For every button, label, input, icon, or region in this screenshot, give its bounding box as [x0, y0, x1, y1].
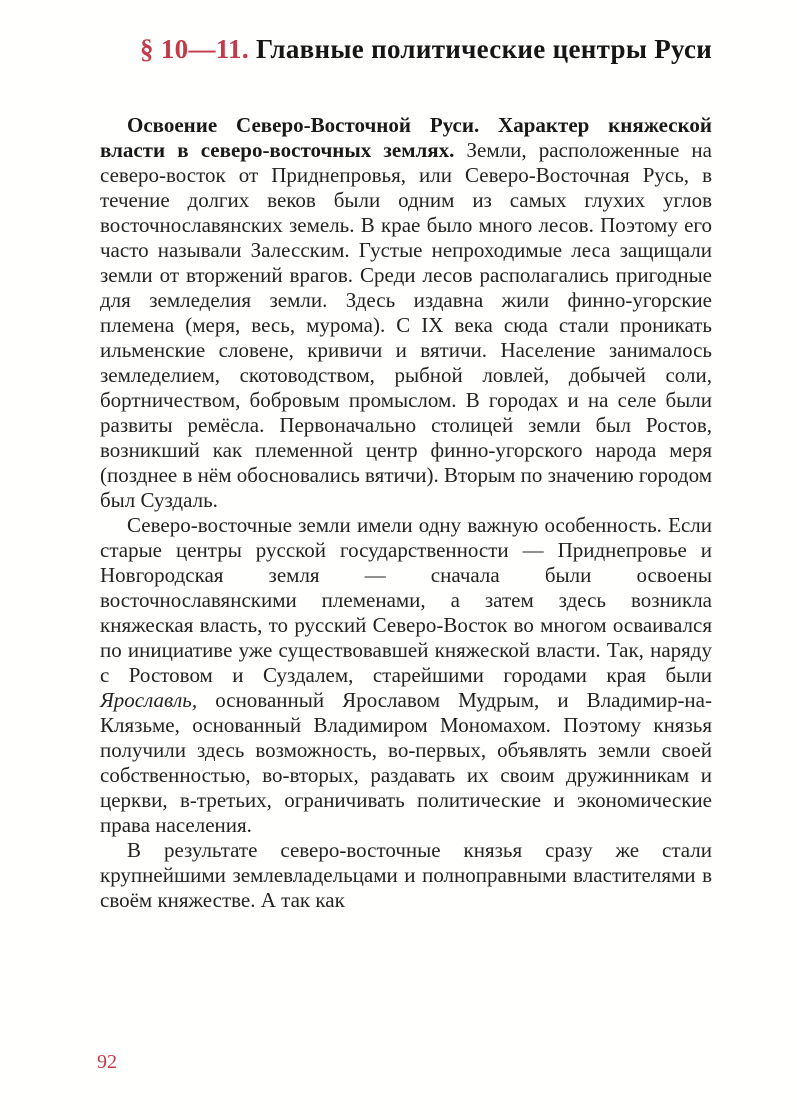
page-number: 92	[97, 1051, 117, 1073]
paragraph-2	[100, 513, 712, 838]
paragraph-2-before-italic: Северо-восточные земли имели одну важную особенность. Если старые центры русской государственности — Приднепровье и Новгородская земля — сначала были освоены восточнославянскими племенами, а затем здесь возникла княжеская власть, то русский Северо-Восток во многом осваивался по инициативе уже существовавшей княжеской власти. Так, наряду с Ростовом и Суздалем, старейшими городами края были	[100, 513, 712, 687]
paragraph-3-body: В результате северо-восточные князья сразу же стали крупнейшими землевладельцами и полноправными властителями в своём княжестве. А так как	[100, 838, 712, 912]
paragraph-1-body: Земли, расположенные на северо-восток от Приднепровья, или Северо-Восточная Русь, в течение долгих веков были одним из самых глухих углов восточнославянских земель. В крае было много лесов. Поэтому его часто называли Залесским. Густые непроходимые леса защищали земли от вторжений врагов. Среди лесов располагались пригодные для земледелия земли. Здесь издавна жили финно-угорские племена (меря, весь, мурома). С IX века сюда стали проникать ильменские словене, кривичи и вятичи. Население занималось земледелием, скотоводством, рыбной ловлей, добычей соли, бортничеством, бобровым промыслом. В городах и на селе были развиты ремёсла. Первоначально столицей земли был Ростов, возникший как племенной центр финно-угорского народа меря (позднее в нём обосновались вятичи). Вторым по значению городом был Суздаль.	[100, 138, 712, 512]
paragraph-2-after-italic: основанный Ярославом Мудрым, и Владимир-на-Клязьме, основанный Владимиром Мономахом. Поэтому князья получили здесь возможность, во-первых, объявлять земли своей собственностью, во-вторых, раздавать их своим дружинникам и церкви, в-третьих, ограничивать политические и экономические права населения.	[100, 688, 712, 837]
section-title	[140, 32, 797, 66]
paragraph-1-bold-lead: Освоение Северо-Восточной Руси. Характер княжеской власти в северо-восточных землях.	[100, 113, 712, 162]
paragraph-3	[100, 838, 712, 913]
paragraph-1	[100, 113, 712, 513]
section-title-text: Главные политические центры Руси	[255, 34, 713, 64]
section-number: § 10—11.	[140, 34, 249, 64]
body-text	[100, 113, 712, 913]
paragraph-2-italic-term: Ярославль,	[100, 688, 198, 712]
